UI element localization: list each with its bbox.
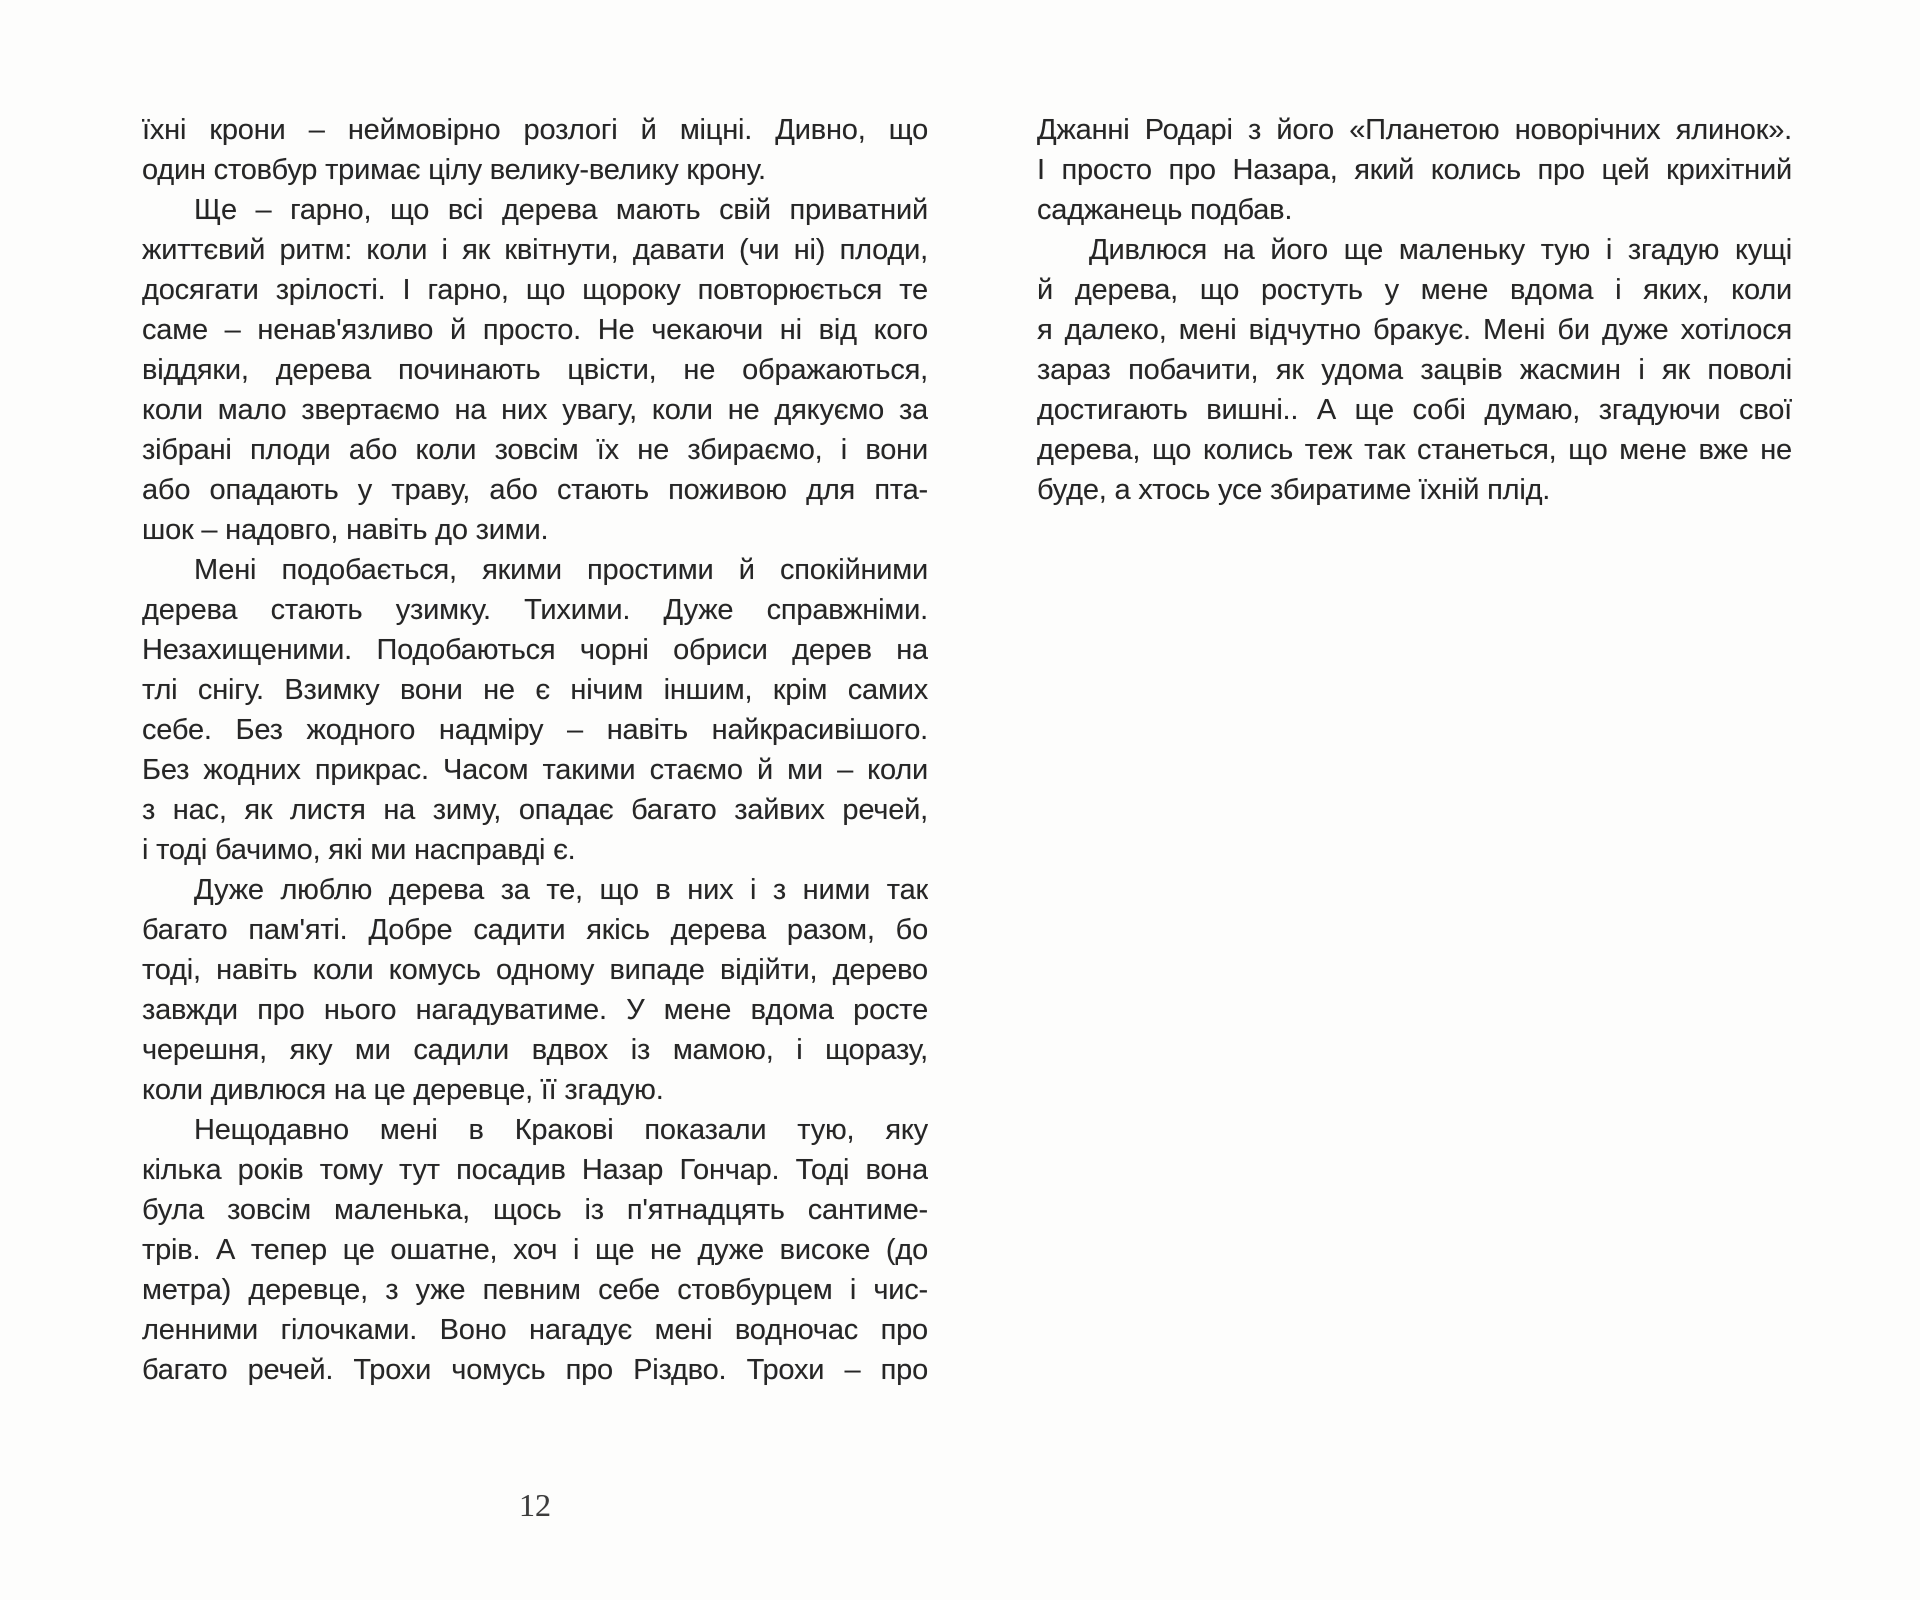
text-line: Дуже люблю дерева за те, що в них і з ними так [194,874,928,906]
text-line: Мені подобається, якими простими й спокійними [194,554,928,586]
text-line: Джанні Родарі з його «Планетою новорічних ялинок». [1037,114,1792,146]
text-line: коли дивлюся на це деревце, її згадую. [142,1074,664,1106]
text-line: кілька років тому тут посадив Назар Гончар. Тоді вона [142,1154,928,1186]
text-line: тлі снігу. Взимку вони не є нічим іншим, крім самих [142,674,928,706]
text-line: була зовсім маленька, щось із п'ятнадцять сантиме- [142,1194,928,1226]
text-line: їхні крони – неймовірно розлогі й міцні. Дивно, що [142,114,928,146]
text-line: або опадають у траву, або стають поживою для пта- [142,474,928,506]
text-line: шок – надовго, навіть до зими. [142,514,549,546]
text-line: коли мало звертаємо на них увагу, коли не дякуємо за [142,394,928,426]
text-line: Ще – гарно, що всі дерева мають свій приватний [194,194,928,226]
text-line: віддяки, дерева починають цвісти, не ображаються, [142,354,928,386]
page-number: 12 [519,1487,551,1523]
text-line: і тоді бачимо, які ми насправді є. [142,834,576,866]
text-line: І просто про Назара, який колись про цей крихітний [1037,154,1792,186]
text-line: тоді, навіть коли комусь одному випаде відійти, дерево [142,954,928,986]
text-line: завжди про нього нагадуватиме. У мене вдома росте [142,994,928,1026]
text-line: саджанець подбав. [1037,194,1293,226]
text-line: дерева, що колись теж так станеться, що мене вже не [1037,434,1792,466]
text-line: багато пам'яті. Добре садити якісь дерева разом, бо [142,914,928,946]
text-line: Без жодних прикрас. Часом такими стаємо й ми – коли [142,754,928,786]
text-line: Нещодавно мені в Кракові показали тую, яку [194,1114,928,1146]
text-line: черешня, яку ми садили вдвох із мамою, і щоразу, [142,1034,928,1066]
text-line: з нас, як листя на зиму, опадає багато зайвих речей, [142,794,928,826]
text-line: життєвий ритм: коли і як квітнути, давати (чи ні) плоди, [142,234,928,266]
text-line: досягати зрілості. І гарно, що щороку повторюється те [142,274,928,306]
text-line: один стовбур тримає цілу велику-велику крону. [142,154,766,186]
text-line: буде, а хтось усе збиратиме їхній плід. [1037,474,1551,506]
text-line: достигають вишні.. А ще собі думаю, згадуючи свої [1037,394,1792,426]
text-line: дерева стають узимку. Тихими. Дуже справжніми. [142,594,928,626]
text-line: саме – ненав'язливо й просто. Не чекаючи ні від кого [142,314,928,346]
text-line: ленними гілочками. Воно нагадує мені водночас про [142,1314,928,1346]
text-line: трів. А тепер це ошатне, хоч і ще не дуже високе (до [142,1234,928,1266]
right-text-column [1037,110,1792,510]
text-line: Дивлюся на його ще маленьку тую і згадую кущі [1089,234,1792,266]
text-line: себе. Без жодного надміру – навіть найкрасивішого. [142,714,928,746]
text-line: зараз побачити, як удома зацвів жасмин і як поволі [1037,354,1792,386]
text-line: й дерева, що ростуть у мене вдома і яких, коли [1037,274,1792,306]
text-line: я далеко, мені відчутно бракує. Мені би дуже хотілося [1037,314,1792,346]
text-line: Незахищеними. Подобаються чорні обриси дерев на [142,634,928,666]
text-line: багато речей. Трохи чомусь про Різдво. Трохи – про [142,1354,928,1386]
left-text-column [142,110,928,1390]
text-line: зібрані плоди або коли зовсім їх не збираємо, і вони [142,434,928,466]
text-line: метра) деревце, з уже певним себе стовбурцем і чис- [142,1274,928,1306]
